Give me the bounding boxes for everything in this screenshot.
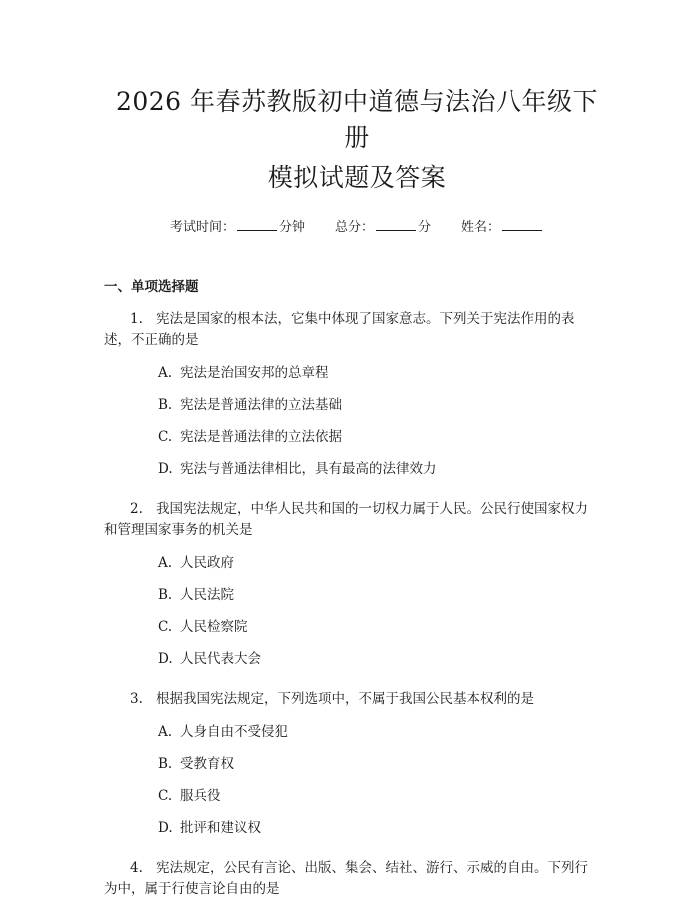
option-letter: B. [158,587,173,603]
total-score-unit: 分 [418,220,432,235]
option-letter: A. [158,555,173,571]
option-letter: D. [158,461,173,477]
option-b[interactable] [104,581,610,613]
option-list [104,359,610,487]
exam-time-blank[interactable] [237,218,277,231]
option-text: 宪法是普通法律的立法基础 [180,397,342,413]
question-2 [104,499,610,677]
title-block [104,0,610,196]
question-4 [104,858,610,900]
option-text: 宪法是治国安邦的总章程 [180,365,329,381]
option-letter: C. [158,619,173,635]
question-text: 宪法规定，公民有言论、出版、集会、结社、游行、示威的自由。下列行为中，属于行使言论自由的是 [104,860,588,897]
option-text: 宪法是普通法律的立法依据 [180,429,342,445]
document-title-line-1: 2026 年春苏教版初中道德与法治八年级下册 [115,87,599,152]
question-stem [104,689,610,710]
option-a[interactable] [104,549,610,581]
question-number: 4. [130,860,143,876]
exam-info-row [104,218,610,237]
option-text: 人民代表大会 [180,651,261,667]
question-number: 3. [130,691,143,707]
question-stem [104,309,610,351]
name-label: 姓名： [461,220,501,235]
option-letter: D. [158,820,173,836]
option-letter: A. [158,365,173,381]
option-b[interactable] [104,750,610,782]
option-a[interactable] [104,718,610,750]
option-text: 人身自由不受侵犯 [180,724,288,740]
option-d[interactable] [104,455,610,487]
option-letter: C. [158,788,173,804]
option-list [104,549,610,677]
question-text: 根据我国宪法规定，下列选项中，不属于我国公民基本权利的是 [156,691,534,707]
exam-time-unit: 分钟 [278,220,305,235]
option-letter: D. [158,651,173,667]
question-3 [104,689,610,846]
question-stem [104,858,610,900]
option-letter: A. [158,724,173,740]
option-list [104,718,610,846]
option-text: 批评和建议权 [180,820,261,836]
option-text: 人民政府 [180,555,234,571]
total-score-blank[interactable] [376,218,416,231]
name-field [461,218,544,237]
question-number: 2. [130,501,143,517]
section-heading: 一、单项选择题 [104,279,199,295]
name-blank[interactable] [502,218,542,231]
document-title-line-2: 模拟试题及答案 [267,163,447,192]
exam-time-label: 考试时间： [169,220,235,235]
option-letter: B. [158,756,173,772]
option-text: 宪法与普通法律相比，具有最高的法律效力 [180,461,437,477]
question-text: 我国宪法规定，中华人民共和国的一切权力属于人民。公民行使国家权力和管理国家事务的机关是 [104,501,588,538]
question-1 [104,309,610,487]
exam-time-field [170,218,305,237]
option-c[interactable] [104,782,610,814]
option-d[interactable] [104,814,610,846]
question-number: 1. [130,311,143,327]
option-text: 服兵役 [180,788,221,804]
question-text: 宪法是国家的根本法，它集中体现了国家意志。下列关于宪法作用的表述，不正确的是 [104,311,575,348]
total-score-label: 总分： [334,220,374,235]
option-c[interactable] [104,613,610,645]
option-d[interactable] [104,645,610,677]
option-text: 受教育权 [180,756,234,772]
option-b[interactable] [104,391,610,423]
option-text: 人民检察院 [180,619,248,635]
option-letter: C. [158,429,173,445]
option-a[interactable] [104,359,610,391]
total-score-field [335,218,431,237]
option-c[interactable] [104,423,610,455]
option-letter: B. [158,397,173,413]
question-stem [104,499,610,541]
option-text: 人民法院 [180,587,234,603]
